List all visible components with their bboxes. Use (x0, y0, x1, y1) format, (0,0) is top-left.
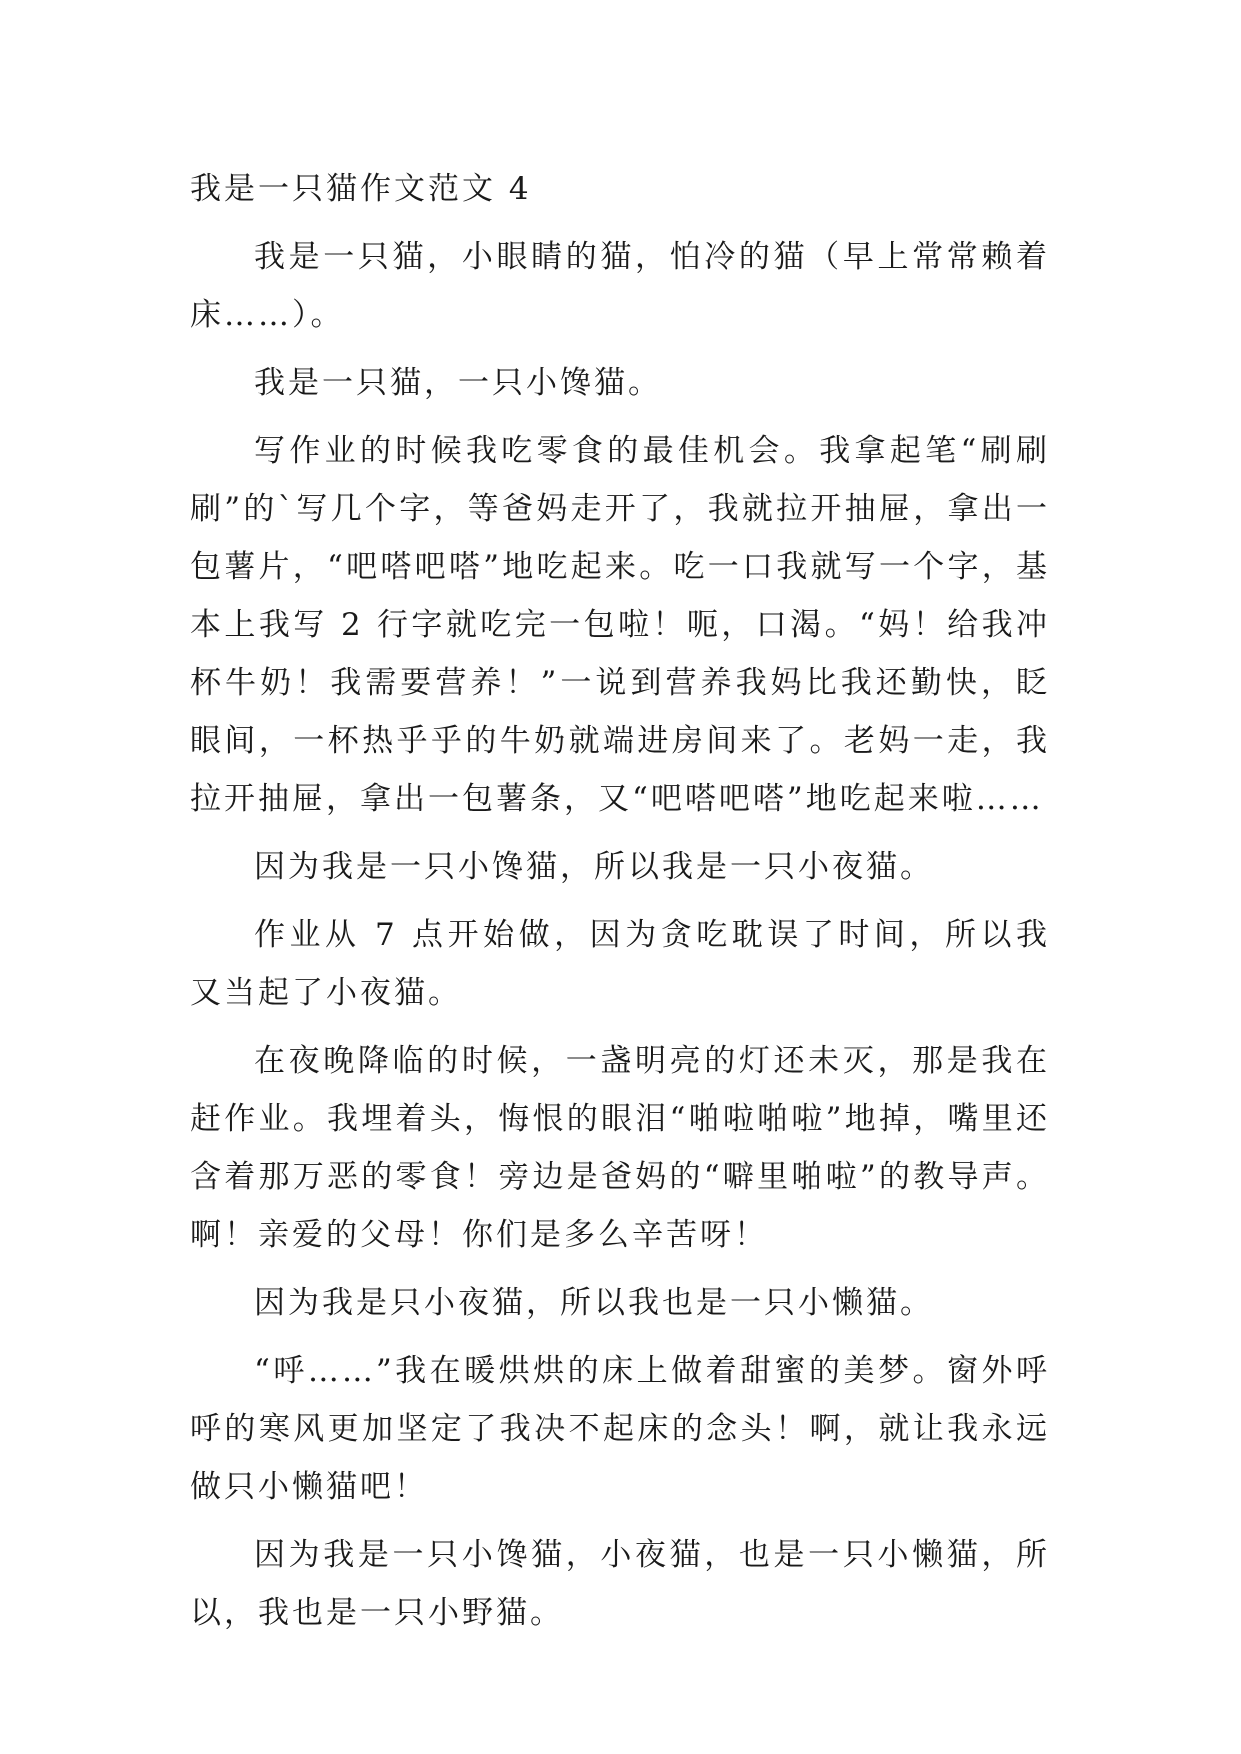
document-body (190, 160, 1050, 1652)
paragraph-5: 作业从 7 点开始做，因为贪吃耽误了时间，所以我又当起了小夜猫。 (190, 917, 1050, 1011)
paragraph-4: 因为我是一只小馋猫，所以我是一只小夜猫。 (254, 849, 934, 885)
paragraph-7: 因为我是只小夜猫，所以我也是一只小懒猫。 (254, 1285, 934, 1321)
document-title: 我是一只猫作文范文 4 (190, 171, 532, 207)
paragraph-8: “呼……”我在暖烘烘的床上做着甜蜜的美梦。窗外呼呼的寒风更加坚定了我决不起床的念头！啊，就让我永远做只小懒猫吧！ (190, 1353, 1050, 1505)
paragraph-6: 在夜晚降临的时候，一盏明亮的灯还未灭，那是我在赶作业。我埋着头，悔恨的眼泪“啪啦啪啦”地掉，嘴里还含着那万恶的零食！旁边是爸妈的“噼里啪啦”的教导声。啊！亲爱的父母！你们是多么辛苦呀！ (190, 1043, 1050, 1253)
paragraph-2: 我是一只猫，一只小馋猫。 (254, 365, 662, 401)
paragraph-3: 写作业的时候我吃零食的最佳机会。我拿起笔“刷刷刷”的`写几个字，等爸妈走开了，我就拉开抽屉，拿出一包薯片，“吧嗒吧嗒”地吃起来。吃一口我就写一个字，基本上我写 2 行字就吃完一包啦！呃，口渴。“妈！给我冲杯牛奶！我需要营养！”一说到营养我妈比我还勤快，眨眼间，一杯热乎乎的牛奶就端进房间来了。老妈一走，我拉开抽屉，拿出一包薯条，又“吧嗒吧嗒”地吃起来啦…… (190, 433, 1050, 817)
paragraph-9: 因为我是一只小馋猫，小夜猫，也是一只小懒猫，所以，我也是一只小野猫。 (190, 1537, 1050, 1631)
paragraph-1: 我是一只猫，小眼睛的猫，怕冷的猫（早上常常赖着床……）。 (190, 239, 1050, 333)
